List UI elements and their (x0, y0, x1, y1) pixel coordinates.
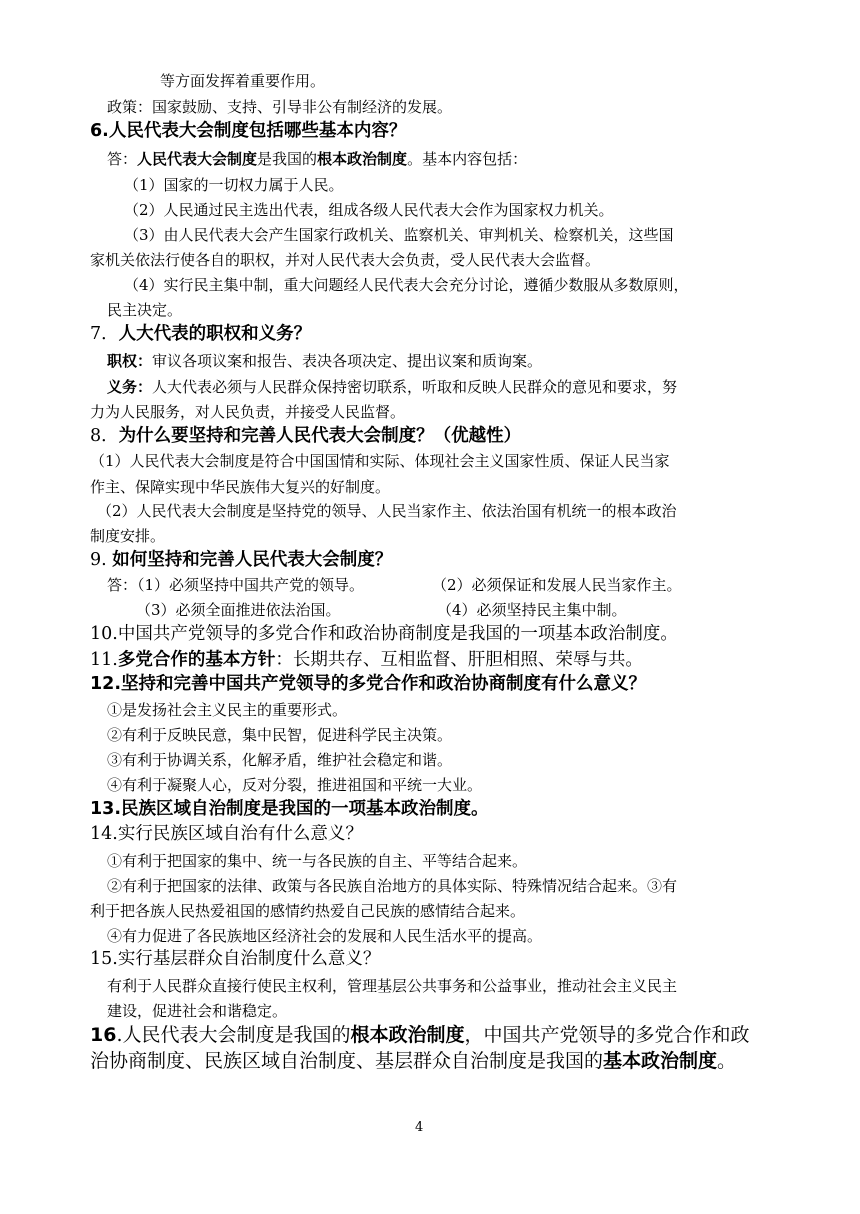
text-segment: ③有利于协调关系，化解矛盾，维护社会稳定和谐。 (107, 751, 453, 769)
text-segment: （2）必须保证和发展人民当家作主。 (432, 576, 682, 594)
text-segment: 制度安排。 (90, 527, 166, 545)
list-item (97, 502, 677, 520)
text-segment: 7． (90, 324, 119, 344)
question-heading (90, 121, 406, 142)
text-segment: 11. (90, 650, 118, 670)
text-segment: 人大代表必须与人民群众保持密切联系，听取和反映人民群众的意见和要求，努 (152, 378, 678, 396)
text-segment: ④有利于凝聚人心，反对分裂，推进祖国和平统一大业。 (107, 776, 483, 794)
bold-text: 6.人民代表大会制度包括哪些基本内容？ (90, 121, 407, 141)
statement-heading (90, 799, 489, 820)
bold-text: 多党合作的基本方针 (117, 650, 276, 670)
text-segment: ①是发扬社会主义民主的重要形式。 (107, 701, 348, 719)
text-line (107, 98, 452, 116)
list-item (90, 452, 670, 470)
text-segment: 14.实行民族区域自治有什么意义？ (90, 824, 363, 844)
text-segment: （2）人民通过民主选出代表，组成各级人民代表大会作为国家权力机关。 (124, 201, 614, 219)
text-segment: 民主决定。 (107, 301, 183, 319)
statement-heading (90, 650, 643, 671)
text-segment: 力为人民服务，对人民负责，并接受人民监督。 (90, 403, 406, 421)
text-segment: 利于把各族人民热爱祖国的感情约热爱自己民族的感情结合起来。 (90, 902, 526, 920)
text-segment: 家机关依法行使各自的职权，并对人民代表大会负责，受人民代表大会监督。 (90, 251, 601, 269)
text-line (90, 403, 405, 421)
text-segment: 有利于人民群众直接行使民主权利，管理基层公共事务和公益事业，推动社会主义民主 (107, 977, 678, 995)
list-item (124, 201, 614, 219)
text-segment: ②有利于把国家的法律、政策与各民族自治地方的具体实际、特殊情况结合起来。③有 (107, 877, 678, 895)
list-item (124, 226, 674, 244)
text-line (107, 150, 527, 168)
text-segment: 审议各项议案和报告、表决各项决定、提出议案和质询案。 (152, 352, 543, 370)
summary-line (90, 1050, 736, 1073)
bold-text: 义务： (107, 378, 153, 396)
question-heading (90, 949, 380, 970)
text-segment: 8． (90, 426, 119, 446)
text-line (160, 72, 325, 90)
list-item (437, 601, 627, 619)
text-segment: 等方面发挥着重要作用。 (160, 72, 326, 90)
text-segment: 10.中国共产党领导的多党合作和政治协商制度是我国的一项基本政治制度。 (90, 624, 678, 644)
text-segment: （4）实行民主集中制，重大问题经人民代表大会充分讨论，遵循少数服从多数原则， (124, 276, 689, 294)
bold-text: 基本政治制度 (603, 1050, 718, 1072)
text-segment: （1）人民代表大会制度是符合中国国情和实际、体现社会主义国家性质、保证人民当家 (90, 452, 670, 470)
text-segment: （3）由人民代表大会产生国家行政机关、监察机关、审判机关、检察机关，这些国 (124, 226, 674, 244)
list-item (432, 576, 682, 594)
bold-text: 根本政治制度 (317, 150, 408, 168)
text-line (107, 1002, 287, 1020)
bold-text: 人民代表大会制度 (137, 150, 258, 168)
text-segment: ④有力促进了各民族地区经济社会的发展和人民生活水平的提高。 (107, 927, 543, 945)
list-item (107, 576, 364, 594)
list-item (107, 776, 482, 794)
text-segment: 作主、保障实现中华民族伟大复兴的好制度。 (90, 478, 391, 496)
text-segment: .人民代表大会制度是我国的 (116, 1024, 351, 1046)
list-item (107, 751, 452, 769)
text-segment: 。 (717, 1050, 737, 1072)
text-line (90, 251, 600, 269)
question-heading (90, 426, 521, 447)
summary-line (90, 1024, 750, 1047)
text-line (90, 902, 525, 920)
text-line (90, 527, 165, 545)
text-segment: （3）必须全面推进依法治国。 (136, 601, 341, 619)
list-item (107, 877, 677, 895)
bold-text: 16 (90, 1024, 117, 1046)
text-segment: 15.实行基层群众自治制度什么意义？ (90, 949, 381, 969)
text-line (107, 301, 182, 319)
bold-text: 职权： (107, 352, 153, 370)
bold-text: 12.坚持和完善中国共产党领导的多党合作和政治协商制度有什么意义？ (90, 674, 646, 694)
question-heading (90, 324, 311, 345)
list-item (124, 276, 689, 294)
text-segment: 答：（1）必须坚持中国共产党的领导。 (107, 576, 365, 594)
statement-heading (90, 624, 678, 645)
list-item (136, 601, 341, 619)
list-item (124, 176, 344, 194)
text-segment: （4）必须坚持民主集中制。 (437, 601, 627, 619)
text-line (90, 478, 390, 496)
text-segment: 治协商制度、民族区域自治制度、基层群众自治制度是我国的 (90, 1050, 604, 1072)
list-item (107, 852, 527, 870)
text-segment: ②有利于反映民意，集中民智，促进科学民主决策。 (107, 726, 453, 744)
text-line (107, 977, 677, 995)
text-segment: 答： (107, 150, 138, 168)
text-line (107, 352, 542, 370)
page-number: 4 (415, 1120, 424, 1135)
text-segment: ，中国共产党领导的多党合作和政 (464, 1024, 750, 1046)
text-segment: 政策：国家鼓励、支持、引导非公有制经济的发展。 (107, 98, 453, 116)
bold-text: 人大代表的职权和义务？ (118, 324, 312, 344)
text-segment: （2）人民代表大会制度是坚持党的领导、人民当家作主、依法治国有机统一的根本政治 (97, 502, 677, 520)
text-segment: 9. (90, 550, 113, 570)
text-segment: 建设，促进社会和谐稳定。 (107, 1002, 288, 1020)
question-heading (90, 550, 392, 571)
list-item (107, 701, 347, 719)
text-segment: （1）国家的一切权力属于人民。 (124, 176, 344, 194)
question-heading (90, 674, 646, 695)
bold-text: 13.民族区域自治制度是我国的一项基本政治制度。 (90, 799, 489, 819)
text-segment: ①有利于把国家的集中、统一与各民族的自主、平等结合起来。 (107, 852, 528, 870)
text-line (107, 378, 677, 396)
bold-text: 如何坚持和完善人民代表大会制度？ (112, 550, 393, 570)
bold-text: 为什么要坚持和完善人民代表大会制度？（优越性） (118, 426, 522, 446)
text-segment: 是我国的 (257, 150, 318, 168)
text-segment: ：长期共存、互相监督、肝胆相照、荣辱与共。 (275, 650, 643, 670)
bold-text: 根本政治制度 (350, 1024, 465, 1046)
list-item (107, 927, 542, 945)
text-segment: 。基本内容包括： (407, 150, 528, 168)
question-heading (90, 824, 363, 845)
list-item (107, 726, 452, 744)
